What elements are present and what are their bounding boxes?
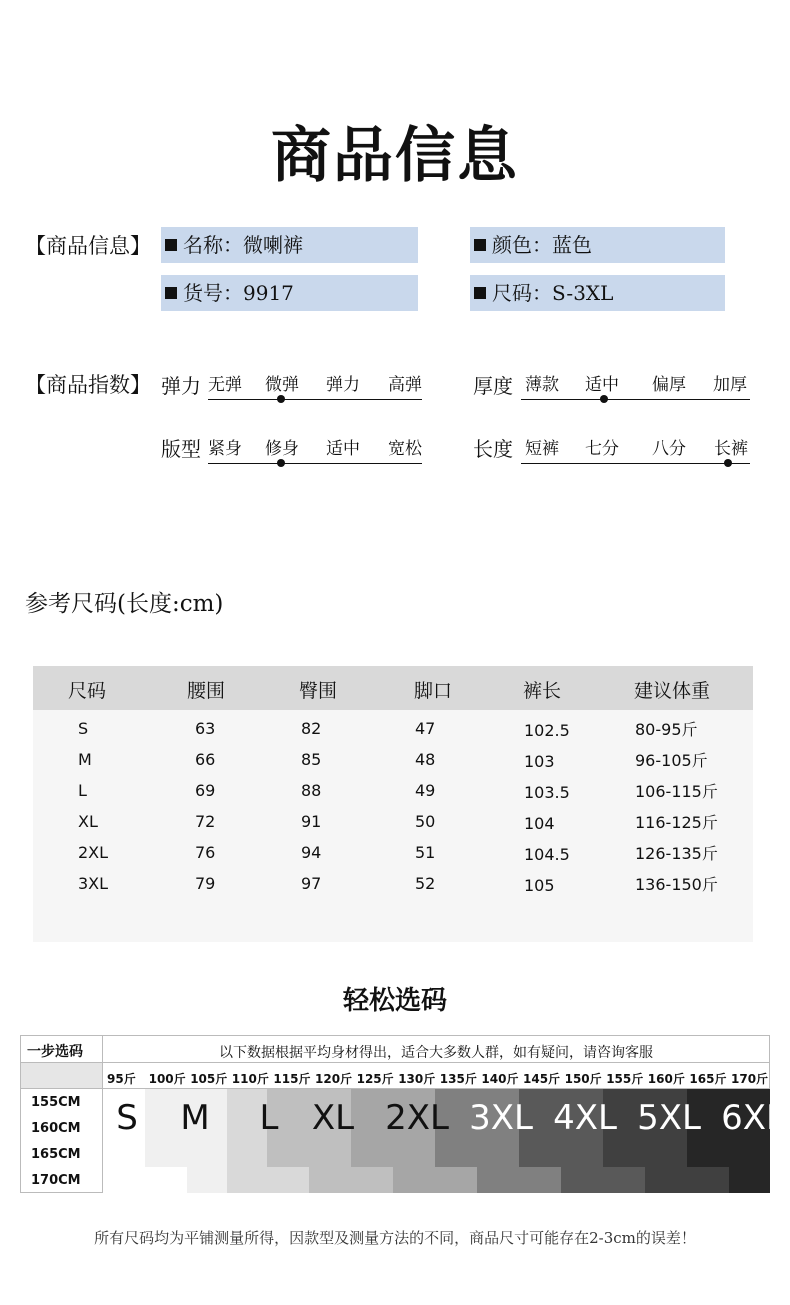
size-label: S — [116, 1098, 138, 1138]
scale-option: 修身 — [265, 439, 299, 459]
table-cell: 97 — [301, 874, 322, 893]
size-band-cell — [561, 1167, 603, 1193]
table-cell: 69 — [195, 781, 216, 800]
scale-option: 薄款 — [525, 375, 559, 395]
height-label: 155CM — [31, 1095, 81, 1110]
info-size-box — [470, 275, 725, 311]
info-section-label: 【商品信息】 — [25, 234, 151, 258]
weight-label: 105斤 — [190, 1072, 228, 1086]
column-header: 脚口 — [414, 680, 453, 702]
weight-label: 125斤 — [356, 1072, 394, 1086]
table-cell: 103 — [524, 752, 555, 771]
scale-selected-marker — [277, 459, 285, 467]
table-cell: 126-135斤 — [635, 844, 718, 863]
weight-label: 170斤 — [731, 1072, 769, 1086]
weight-label: 140斤 — [481, 1072, 519, 1086]
index-label-fit: 版型 — [161, 437, 201, 461]
column-header: 臀围 — [299, 680, 338, 702]
bullet-icon — [474, 287, 486, 299]
scale-line — [521, 463, 750, 464]
weight-label: 100斤 — [148, 1072, 186, 1086]
scale-thickness — [521, 370, 750, 400]
table-cell: 82 — [301, 719, 322, 738]
scale-line — [521, 399, 750, 400]
size-band-cell — [267, 1167, 309, 1193]
table-cell: 104.5 — [524, 845, 570, 864]
size-band-cell — [645, 1167, 687, 1193]
table-cell: 136-150斤 — [635, 875, 718, 894]
column-header: 尺码 — [68, 680, 107, 702]
scale-option: 高弹 — [388, 375, 422, 395]
weight-label: 115斤 — [273, 1072, 311, 1086]
weight-label: 95斤 — [107, 1072, 136, 1086]
height-label: 160CM — [31, 1121, 81, 1136]
table-cell: S — [78, 719, 89, 738]
page-title: 商品信息 — [271, 121, 519, 191]
size-label: M — [180, 1098, 210, 1138]
size-band-cell — [145, 1167, 187, 1193]
info-name: 名称：微喇裤 — [183, 233, 303, 257]
height-label: 165CM — [31, 1147, 81, 1162]
info-name-box — [161, 227, 418, 263]
index-label-elasticity: 弹力 — [161, 374, 201, 398]
table-cell: 76 — [195, 843, 216, 862]
scale-option: 适中 — [585, 375, 619, 395]
size-band-cell — [227, 1167, 267, 1193]
table-cell: 48 — [415, 750, 436, 769]
table-cell: 50 — [415, 812, 436, 831]
scale-option: 偏厚 — [652, 375, 686, 395]
table-cell: 72 — [195, 812, 216, 831]
bullet-icon — [165, 239, 177, 251]
index-label-length: 长度 — [473, 437, 513, 461]
size-band-cell — [729, 1167, 770, 1193]
weight-label: 110斤 — [231, 1072, 269, 1086]
table-cell: XL — [78, 812, 98, 831]
table-cell: 85 — [301, 750, 322, 769]
weight-label: 130斤 — [398, 1072, 436, 1086]
scale-option: 适中 — [326, 439, 360, 459]
table-cell: 2XL — [78, 843, 109, 862]
table-cell: M — [78, 750, 92, 769]
weight-label: 150斤 — [564, 1072, 602, 1086]
column-header: 裤长 — [523, 680, 562, 702]
scale-option: 长裤 — [714, 439, 748, 459]
weight-label: 165斤 — [689, 1072, 727, 1086]
size-band-cell — [687, 1167, 729, 1193]
size-band-cell — [351, 1167, 393, 1193]
corner-cell — [21, 1063, 103, 1088]
scale-line — [208, 463, 422, 464]
size-label: 3XL — [469, 1098, 533, 1138]
info-color-box — [470, 227, 725, 263]
table-cell: 94 — [301, 843, 322, 862]
indices-section-label: 【商品指数】 — [25, 373, 151, 397]
info-code: 货号：9917 — [183, 281, 294, 305]
table-cell: L — [78, 781, 87, 800]
table-cell: 49 — [415, 781, 436, 800]
table-cell: 106-115斤 — [635, 782, 718, 801]
scale-line — [208, 399, 422, 400]
footnote: 所有尺码均为平铺测量所得，因款型及测量方法的不同，商品尺寸可能存在2-3cm的误差！ — [94, 1229, 696, 1247]
table-cell: 116-125斤 — [635, 813, 718, 832]
info-color: 颜色：蓝色 — [492, 233, 592, 257]
size-label: XL — [311, 1098, 355, 1138]
easy-select-title: 轻松选码 — [342, 986, 447, 1016]
size-label: 6XL — [721, 1098, 785, 1138]
size-band-cell — [519, 1167, 561, 1193]
size-chart — [20, 1035, 785, 1193]
reference-size-title: 参考尺码(长度:cm) — [25, 591, 224, 617]
size-label: 4XL — [553, 1098, 617, 1138]
scale-option: 宽松 — [388, 439, 422, 459]
info-size: 尺码：S-3XL — [492, 281, 614, 305]
size-label: 5XL — [637, 1098, 701, 1138]
scale-option: 八分 — [652, 439, 686, 459]
table-cell: 3XL — [78, 874, 109, 893]
size-band-cell — [393, 1167, 435, 1193]
weight-label: 135斤 — [439, 1072, 477, 1086]
scale-option: 无弹 — [208, 375, 242, 395]
chart-note: 以下数据根据平均身材得出，适合大多数人群，如有疑问，请咨询客服 — [219, 1045, 653, 1061]
scale-option: 弹力 — [326, 375, 360, 395]
height-label: 170CM — [31, 1173, 81, 1188]
scale-fit — [208, 434, 422, 464]
table-cell: 102.5 — [524, 721, 570, 740]
size-label: 2XL — [385, 1098, 449, 1138]
bullet-icon — [165, 287, 177, 299]
table-cell: 103.5 — [524, 783, 570, 802]
table-cell: 52 — [415, 874, 436, 893]
size-band-cell — [477, 1167, 519, 1193]
size-table — [33, 666, 753, 942]
table-cell: 91 — [301, 812, 322, 831]
table-cell: 96-105斤 — [635, 751, 708, 770]
index-label-thickness: 厚度 — [473, 374, 513, 398]
size-band-cell — [435, 1167, 477, 1193]
scale-selected-marker — [600, 395, 608, 403]
scale-option: 微弹 — [265, 375, 299, 395]
weight-label: 145斤 — [523, 1072, 561, 1086]
first-cell-label: 一步选码 — [27, 1044, 83, 1060]
size-band-cell — [103, 1167, 145, 1193]
table-cell: 51 — [415, 843, 436, 862]
table-cell: 79 — [195, 874, 216, 893]
table-cell: 105 — [524, 876, 555, 895]
table-cell: 47 — [415, 719, 436, 738]
weight-label: 155斤 — [606, 1072, 644, 1086]
scale-option: 加厚 — [713, 375, 747, 395]
weight-label: 160斤 — [647, 1072, 685, 1086]
scale-selected-marker — [277, 395, 285, 403]
size-table-header — [33, 666, 753, 710]
scale-option: 短裤 — [525, 439, 559, 459]
scale-option: 紧身 — [208, 439, 242, 459]
table-cell: 80-95斤 — [635, 720, 698, 739]
size-label: L — [259, 1098, 279, 1138]
info-code-box — [161, 275, 418, 311]
scale-selected-marker — [724, 459, 732, 467]
table-cell: 104 — [524, 814, 555, 833]
scale-option: 七分 — [585, 439, 619, 459]
bullet-icon — [474, 239, 486, 251]
table-cell: 66 — [195, 750, 216, 769]
scale-length — [521, 434, 750, 464]
size-band-cell — [603, 1167, 645, 1193]
column-header: 腰围 — [187, 680, 226, 702]
scale-elasticity — [208, 370, 422, 400]
size-band-cell — [309, 1167, 351, 1193]
column-header: 建议体重 — [634, 680, 711, 702]
size-band-cell — [187, 1167, 227, 1193]
table-cell: 88 — [301, 781, 322, 800]
table-cell: 63 — [195, 719, 216, 738]
weight-label: 120斤 — [315, 1072, 353, 1086]
